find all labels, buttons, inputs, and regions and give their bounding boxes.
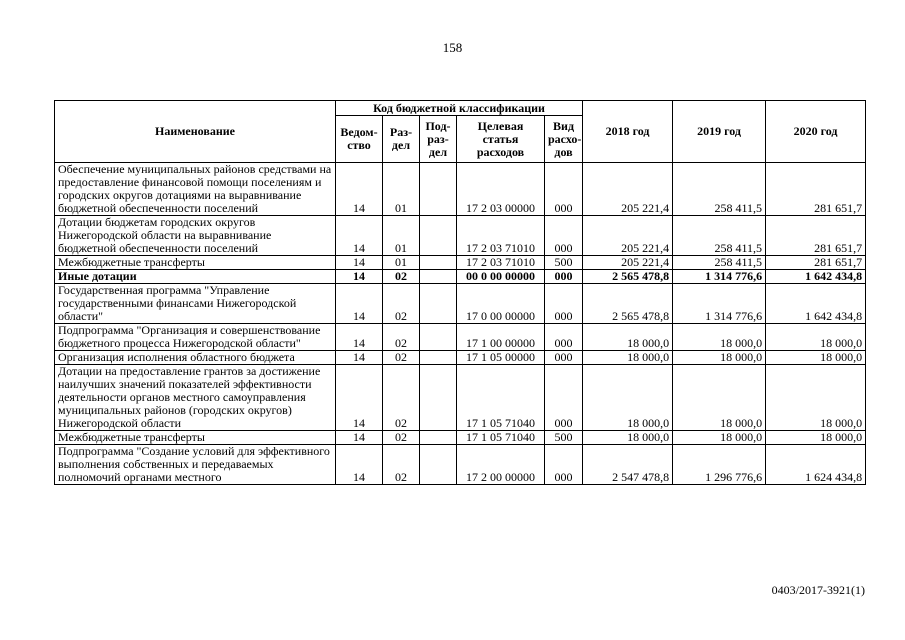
row-2018: 2 565 478,8 [583,270,673,284]
row-razdel: 02 [383,431,420,445]
table-row [55,324,866,351]
row-podrazdel [420,365,457,431]
row-2020: 18 000,0 [766,324,866,351]
row-2018: 2 547 478,8 [583,445,673,485]
row-2018: 18 000,0 [583,365,673,431]
row-name: Дотации на предоставление грантов за достижение наилучших значений показателей эффективности деятельности органов местного самоуправления муниципальных районов (городских округов) Нижегородской области [55,365,336,431]
row-celevaya: 17 2 03 71010 [457,216,545,256]
header-podrazdel: Под-раз-дел [420,116,457,163]
header-2018: 2018 год [583,101,673,163]
row-vid: 000 [545,163,583,216]
row-razdel: 02 [383,351,420,365]
row-2019: 258 411,5 [673,256,766,270]
row-name: Организация исполнения областного бюджета [55,351,336,365]
row-vedomstvo: 14 [336,216,383,256]
row-podrazdel [420,351,457,365]
row-vedomstvo: 14 [336,284,383,324]
table-row [55,365,866,431]
row-vid: 000 [545,284,583,324]
budget-table [54,100,866,485]
header-name: Наименование [55,101,336,163]
row-name: Подпрограмма "Организация и совершенствование бюджетного процесса Нижегородской области" [55,324,336,351]
row-2019: 18 000,0 [673,365,766,431]
row-2019: 258 411,5 [673,216,766,256]
header-code-group: Код бюджетной классификации [336,101,583,116]
header-2020: 2020 год [766,101,866,163]
row-podrazdel [420,431,457,445]
row-2019: 18 000,0 [673,431,766,445]
row-razdel: 01 [383,216,420,256]
row-celevaya: 17 2 03 71010 [457,256,545,270]
table-row [55,256,866,270]
row-vedomstvo: 14 [336,445,383,485]
row-podrazdel [420,216,457,256]
row-vid: 500 [545,431,583,445]
row-2018: 18 000,0 [583,431,673,445]
row-name: Подпрограмма "Создание условий для эффективного выполнения собственных и передаваемых полномочий органами местного [55,445,336,485]
header-razdel: Раз-дел [383,116,420,163]
table-row [55,284,866,324]
row-vid: 000 [545,351,583,365]
page-number: 158 [442,40,463,55]
row-vid: 500 [545,256,583,270]
row-vid: 000 [545,324,583,351]
row-vedomstvo: 14 [336,270,383,284]
document-code: 0403/2017-3921(1) [771,583,865,597]
row-vid: 000 [545,270,583,284]
row-name: Межбюджетные трансферты [55,431,336,445]
row-2018: 18 000,0 [583,324,673,351]
row-2020: 281 651,7 [766,216,866,256]
header-vedomstvo: Ведом-ство [336,116,383,163]
row-razdel: 02 [383,270,420,284]
row-celevaya: 17 1 05 71040 [457,365,545,431]
row-2020: 18 000,0 [766,365,866,431]
row-celevaya: 17 1 05 71040 [457,431,545,445]
row-2020: 18 000,0 [766,351,866,365]
table-row [55,351,866,365]
row-2018: 2 565 478,8 [583,284,673,324]
row-vedomstvo: 14 [336,256,383,270]
row-celevaya: 17 2 00 00000 [457,445,545,485]
header-celevaya: Целевая статья расходов [457,116,545,163]
row-podrazdel [420,284,457,324]
row-celevaya: 17 2 03 00000 [457,163,545,216]
header-2019: 2019 год [673,101,766,163]
row-2018: 18 000,0 [583,351,673,365]
row-podrazdel [420,445,457,485]
row-podrazdel [420,163,457,216]
row-vid: 000 [545,216,583,256]
row-name: Государственная программа "Управление государственными финансами Нижегородской области" [55,284,336,324]
row-razdel: 02 [383,365,420,431]
row-podrazdel [420,256,457,270]
row-2019: 1 296 776,6 [673,445,766,485]
row-celevaya: 17 0 00 00000 [457,284,545,324]
row-razdel: 01 [383,163,420,216]
row-celevaya: 17 1 00 00000 [457,324,545,351]
row-vedomstvo: 14 [336,351,383,365]
row-2019: 18 000,0 [673,324,766,351]
table-row [55,431,866,445]
row-name: Обеспечение муниципальных районов средствами на предоставление финансовой помощи поселениям и городских округов дотациями на выравнивание бюджетной обеспеченности поселений [55,163,336,216]
row-2020: 18 000,0 [766,431,866,445]
row-vid: 000 [545,365,583,431]
row-2020: 281 651,7 [766,163,866,216]
row-2020: 1 624 434,8 [766,445,866,485]
header-vid: Вид расхо-дов [545,116,583,163]
table-row [55,445,866,485]
row-2018: 205 221,4 [583,216,673,256]
table-body [55,163,866,485]
row-vedomstvo: 14 [336,431,383,445]
table-header [55,101,866,163]
table-row [55,216,866,256]
row-2020: 1 642 434,8 [766,284,866,324]
row-vedomstvo: 14 [336,365,383,431]
row-podrazdel [420,270,457,284]
row-2018: 205 221,4 [583,163,673,216]
row-2019: 18 000,0 [673,351,766,365]
row-2018: 205 221,4 [583,256,673,270]
row-podrazdel [420,324,457,351]
row-vedomstvo: 14 [336,324,383,351]
row-name: Иные дотации [55,270,336,284]
row-2019: 1 314 776,6 [673,270,766,284]
row-name: Дотации бюджетам городских округов Нижегородской области на выравнивание бюджетной обеспеченности поселений [55,216,336,256]
row-name: Межбюджетные трансферты [55,256,336,270]
row-razdel: 01 [383,256,420,270]
row-2019: 258 411,5 [673,163,766,216]
table-row [55,270,866,284]
row-razdel: 02 [383,445,420,485]
row-vedomstvo: 14 [336,163,383,216]
table-row [55,163,866,216]
row-2019: 1 314 776,6 [673,284,766,324]
row-vid: 000 [545,445,583,485]
row-razdel: 02 [383,324,420,351]
row-2020: 1 642 434,8 [766,270,866,284]
row-celevaya: 17 1 05 00000 [457,351,545,365]
row-2020: 281 651,7 [766,256,866,270]
row-celevaya: 00 0 00 00000 [457,270,545,284]
row-razdel: 02 [383,284,420,324]
